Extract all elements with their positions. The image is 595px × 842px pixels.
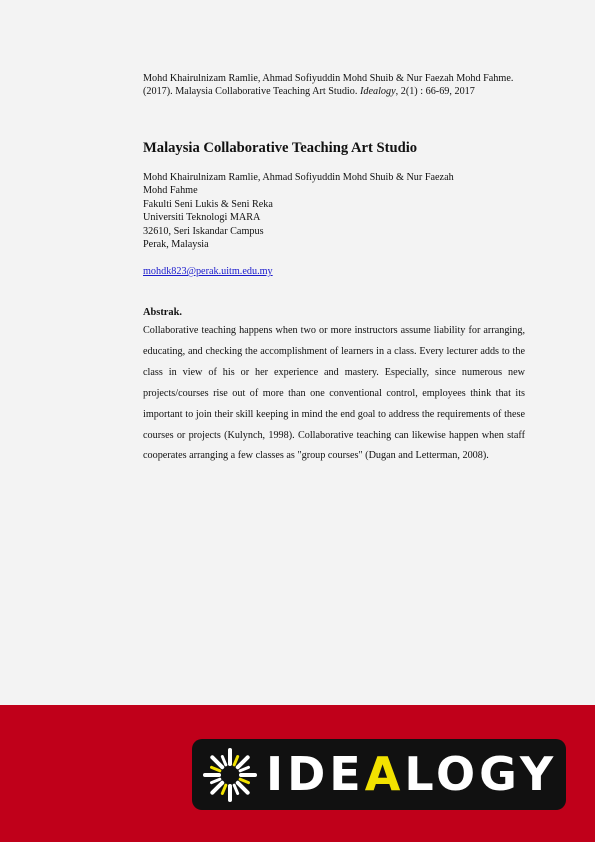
campus: 32610, Seri Iskandar Campus xyxy=(143,225,264,237)
email-link[interactable]: mohdk823@perak.uitm.edu.my xyxy=(143,266,273,277)
sunburst-ray xyxy=(212,783,222,793)
sunburst-ray xyxy=(222,757,225,765)
abstract-heading: Abstrak. xyxy=(143,307,182,318)
authors-line-2: Mohd Fahme xyxy=(143,185,198,197)
logo-wordmark xyxy=(266,745,557,803)
citation-volume: , 2(1) : 66-69, 2017 xyxy=(395,86,475,98)
citation-text: Mohd Khairulnizam Ramlie, Ahmad Sofiyuddin Mohd Shuib & Nur Faezah Mohd Fahme. (2017). Malaysia Collaborative Teaching Art Studio. xyxy=(143,73,514,98)
journal-name: Idealogy xyxy=(359,86,396,98)
sunburst-ray xyxy=(238,757,248,767)
faculty: Fakulti Seni Lukis & Seni Reka xyxy=(143,198,273,210)
sunburst-ray xyxy=(240,779,248,782)
citation xyxy=(143,72,543,98)
sunburst-ray xyxy=(212,767,220,770)
author-affiliation xyxy=(143,171,523,251)
sunburst-ray xyxy=(212,757,222,767)
sunburst-ray xyxy=(234,785,237,793)
idealogy-logo xyxy=(192,739,566,810)
authors-line-1: Mohd Khairulnizam Ramlie, Ahmad Sofiyuddin Mohd Shuib & Nur Faezah xyxy=(143,172,454,183)
paper-title: Malaysia Collaborative Teaching Art Studio xyxy=(143,140,418,156)
sunburst-ray xyxy=(234,757,237,765)
sunburst-ray xyxy=(212,779,220,782)
university: Universiti Teknologi MARA xyxy=(143,212,261,224)
sunburst-ray xyxy=(238,783,248,793)
logo-text-part-3: LOGY xyxy=(404,747,558,801)
sunburst-ray xyxy=(240,767,248,770)
abstract-body: Collaborative teaching happens when two or more instructors assume liability for arranging, educating, and checking the accomplishment of learners in a class. Every lecturer adds to the class in view of his or her experience and mastery. Especially, since numerous new projects/courses rise out of more than one conventional control, employees think that its important to join their skill keeping in mind the end goal to address the requirements of these courses or projects (Kulynch, 1998). Collaborative teaching can likewise happen when staff cooperates arranging a few classes as "group courses" (Dugan and Letterman, 2008). xyxy=(143,325,525,462)
sunburst-icon xyxy=(202,747,258,803)
logo-text-part-2: A xyxy=(364,747,405,801)
location: Perak, Malaysia xyxy=(143,239,209,251)
sunburst-ray xyxy=(222,785,225,793)
logo-text-part-1: IDE xyxy=(266,747,365,801)
